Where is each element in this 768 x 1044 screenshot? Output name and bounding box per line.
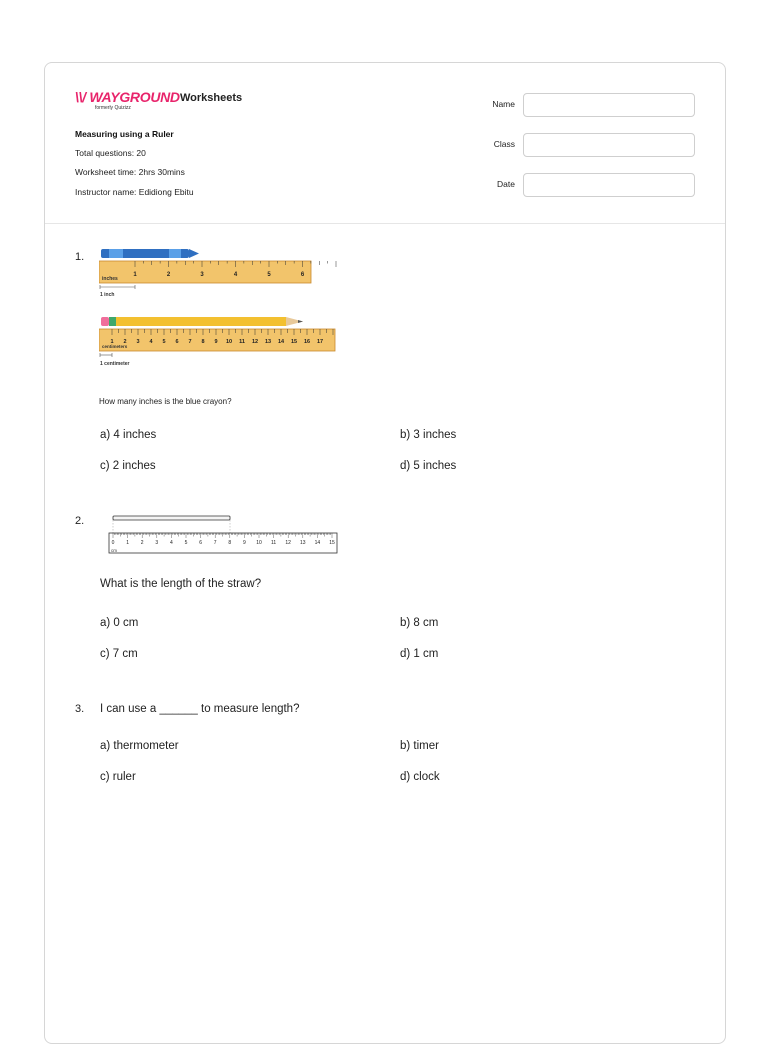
- q2-option-d[interactable]: d) 1 cm: [400, 648, 439, 660]
- question-1-figure: [99, 247, 349, 377]
- one-centimeter-marker: [100, 353, 130, 367]
- q2-option-c[interactable]: c) 7 cm: [100, 648, 138, 660]
- cm-ruler-tick-label: 15: [290, 339, 298, 345]
- total-questions: Total questions: 20: [75, 148, 146, 158]
- straw-ruler-tick-label: 11: [270, 540, 277, 546]
- cm-ruler-tick-label: 4: [149, 339, 153, 345]
- straw-ruler-tick-label: 10: [256, 540, 262, 546]
- logo-subtitle: formerly Quizizz: [95, 105, 131, 111]
- cm-ruler-tick-label: 9: [214, 339, 218, 345]
- blue-crayon-icon: [101, 249, 199, 258]
- q3-option-b[interactable]: b) timer: [400, 740, 439, 752]
- straw-ruler-tick-label: 8: [228, 540, 232, 546]
- instructor-name: Instructor name: Edidiong Ebitu: [75, 187, 194, 197]
- cm-ruler-tick-label: 7: [188, 339, 192, 345]
- q2-option-b[interactable]: b) 8 cm: [400, 617, 439, 629]
- worksheet-card: [44, 62, 726, 1044]
- inch-ruler-tick-label: 1: [133, 272, 137, 278]
- question-1-text: How many inches is the blue crayon?: [99, 397, 232, 406]
- cm-ruler-tick-label: 10: [225, 339, 233, 345]
- question-2-number: 2.: [75, 515, 85, 527]
- class-label: Class: [493, 139, 515, 149]
- cm-ruler-tick-label: 3: [136, 339, 140, 345]
- inch-ruler-tick-label: 4: [233, 272, 238, 278]
- cm-ruler-tick-label: 11: [239, 339, 245, 345]
- cm-ruler-tick-label: 1: [110, 339, 114, 345]
- q3-option-c[interactable]: c) ruler: [100, 771, 136, 783]
- cm-ruler-tick-label: 16: [303, 339, 311, 345]
- question-2-figure: [107, 509, 341, 555]
- yellow-pencil-icon: [101, 317, 303, 326]
- wayground-logo: \\/ WAYGROUND: [75, 89, 180, 105]
- straw-ruler-tick-label: 13: [300, 540, 306, 546]
- inch-ruler-tick-label: 3: [200, 272, 204, 278]
- cm-ruler-tick-label: 2: [123, 339, 127, 345]
- worksheet-time: Worksheet time: 2hrs 30mins: [75, 167, 185, 177]
- cm-ruler: [109, 533, 337, 553]
- question-3-number: 3.: [75, 703, 85, 715]
- inch-ruler-tick-label: 5: [267, 272, 271, 278]
- worksheet-title: Measuring using a Ruler: [75, 129, 174, 139]
- inch-ruler-tick-label: 2: [166, 272, 171, 278]
- q1-option-c[interactable]: c) 2 inches: [100, 460, 156, 472]
- straw-ruler-tick-label: 0: [111, 540, 115, 546]
- q1-option-d[interactable]: d) 5 inches: [400, 460, 457, 472]
- one-centimeter-label: 1 centimeter: [100, 361, 130, 367]
- straw-ruler-tick-label: 12: [285, 540, 291, 546]
- cm-ruler-tick-label: 14: [277, 339, 285, 345]
- q1-option-a[interactable]: a) 4 inches: [100, 429, 157, 441]
- question-1-number: 1.: [75, 251, 85, 263]
- q3-option-a[interactable]: a) thermometer: [100, 740, 179, 752]
- inch-ruler-tick-label: 6: [300, 272, 305, 278]
- inch-ruler-label: inches: [102, 276, 118, 282]
- worksheet-header: [45, 63, 725, 224]
- straw-ruler-tick-label: 4: [170, 540, 173, 546]
- class-field[interactable]: [523, 133, 695, 157]
- logo-icon: \\/: [75, 89, 86, 105]
- straw-ruler-tick-label: 6: [199, 540, 202, 546]
- cm-ruler-tick-label: 6: [175, 339, 179, 345]
- cm-ruler-tick-label: 12: [251, 339, 259, 345]
- straw-ruler-tick-label: 14: [314, 540, 321, 546]
- cm-ruler-tick-label: 13: [264, 339, 272, 345]
- cm-ruler-tick-label: 8: [201, 339, 205, 345]
- straw-ruler-tick-label: 7: [213, 540, 217, 546]
- straw-ruler-tick-label: 3: [155, 540, 159, 546]
- cm-ruler-tick-label: 5: [162, 339, 166, 345]
- centimeter-ruler: [99, 329, 335, 351]
- q3-option-d[interactable]: d) clock: [400, 771, 440, 783]
- name-field[interactable]: [523, 93, 695, 117]
- straw-ruler-tick-label: 2: [140, 540, 144, 546]
- straw-ruler-tick-label: 9: [243, 540, 246, 546]
- q1-option-b[interactable]: b) 3 inches: [400, 429, 457, 441]
- question-2-text: What is the length of the straw?: [100, 578, 262, 590]
- straw-ruler-tick-label: 1: [126, 540, 129, 546]
- question-3-text: I can use a ______ to measure length?: [100, 703, 300, 715]
- cm-unit-label: cm: [111, 548, 117, 553]
- inch-ruler: [99, 261, 336, 283]
- straw-icon: [113, 516, 230, 533]
- one-inch-marker: [100, 285, 135, 298]
- q2-option-a[interactable]: a) 0 cm: [100, 617, 139, 629]
- date-label: Date: [497, 179, 515, 189]
- name-label: Name: [492, 99, 515, 109]
- cm-ruler-tick-label: 17: [316, 339, 324, 345]
- one-inch-label: 1 inch: [100, 292, 115, 298]
- straw-ruler-tick-label: 15: [329, 540, 335, 546]
- cm-ruler-label: centimeters: [102, 344, 128, 349]
- straw-ruler-tick-label: 5: [184, 540, 188, 546]
- date-field[interactable]: [523, 173, 695, 197]
- product-name: Worksheets: [180, 92, 243, 104]
